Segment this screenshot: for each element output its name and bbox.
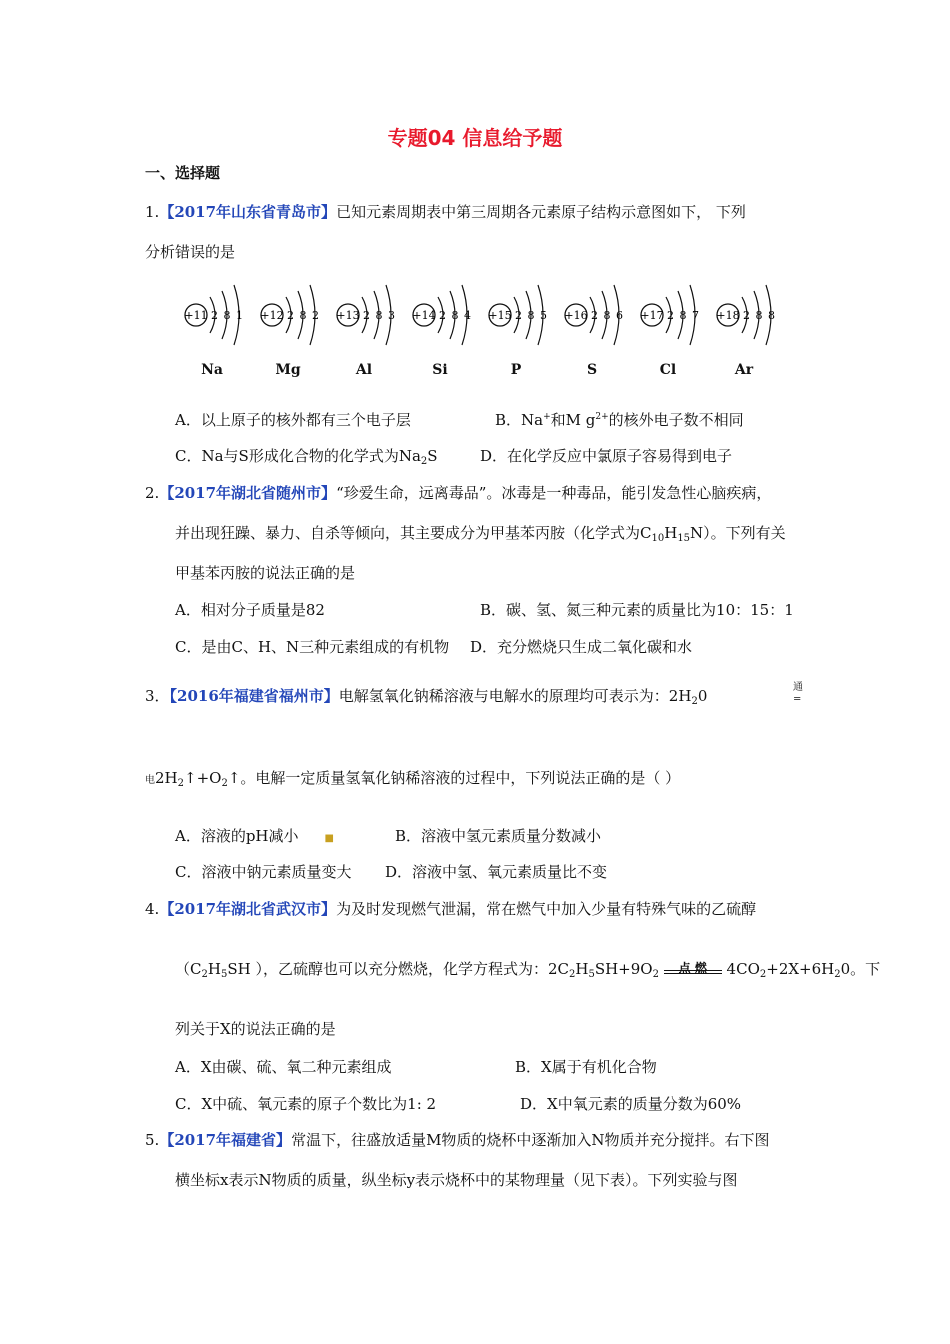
question-source: 【2016年福建省福州市】 bbox=[169, 687, 339, 705]
question-1-line-2: 分析错误的是 bbox=[145, 243, 236, 261]
atom-structure-svg bbox=[332, 282, 407, 352]
q3-option-d: D．溶液中氢、氧元素质量比不变 bbox=[385, 863, 608, 881]
element-symbol: Na bbox=[201, 362, 223, 378]
electron-counts: 2 8 5 bbox=[515, 309, 547, 322]
question-number: 2. bbox=[145, 484, 160, 502]
question-5-line-2: 横坐标x表示N物质的质量，纵坐标y表示烧杯中的某物理量（见下表）。下列实验与图 bbox=[175, 1171, 738, 1189]
page-title: 专题04 信息给予题 bbox=[387, 126, 563, 150]
q2-option-d: D．充分燃烧只生成二氧化碳和水 bbox=[470, 638, 693, 656]
question-1-line-1 bbox=[145, 201, 746, 222]
atom-structure-svg bbox=[560, 282, 635, 352]
question-source: 【2017年湖北省武汉市】 bbox=[159, 900, 337, 918]
question-number: 1. bbox=[145, 203, 160, 221]
reaction-condition: 点 燃 bbox=[664, 972, 722, 974]
q4-option-c: C．X中硫、氧元素的原子个数比为1: 2 bbox=[175, 1095, 437, 1113]
atomic-structure-diagrams bbox=[180, 282, 790, 387]
element-symbol: Al bbox=[355, 362, 373, 378]
question-text: 已知元素周期表中第三周期各元素原子结构示意图如下， 下列 bbox=[336, 203, 746, 221]
atom-diagram-al bbox=[332, 282, 407, 387]
reaction-equals-sign: = bbox=[793, 694, 802, 705]
q1-option-d: D．在化学反应中氯原子容易得到电子 bbox=[480, 447, 733, 465]
element-symbol: Cl bbox=[659, 362, 677, 378]
q4-option-d: D．X中氧元素的质量分数为60% bbox=[520, 1095, 742, 1113]
electron-counts: 2 8 4 bbox=[439, 309, 471, 322]
atom-diagram-cl bbox=[636, 282, 711, 387]
atom-diagram-si bbox=[408, 282, 483, 387]
q2-option-a: A．相对分子质量是82 bbox=[175, 601, 325, 619]
section-heading: 一、选择题 bbox=[145, 164, 221, 182]
question-4-line-3: 列关于X的说法正确的是 bbox=[175, 1020, 336, 1038]
nucleus-charge: +11 bbox=[184, 309, 208, 322]
question-source: 【2017年山东省青岛市】 bbox=[159, 203, 337, 221]
question-3-line-2: 电$2H_2↑+O_2↑$。电解一定质量氢氧化钠稀溶液的过程中，下列说法正确的是（ ） bbox=[145, 769, 681, 789]
question-2-line-1 bbox=[145, 482, 771, 503]
q4-option-b: B．X属于有机化合物 bbox=[515, 1058, 657, 1076]
q1-option-b: B．Na+和M $g^{2+}$的核外电子数不相同 bbox=[495, 411, 744, 429]
nucleus-charge: +13 bbox=[336, 309, 360, 322]
q2-option-c: C．是由C、H、N三种元素组成的有机物 bbox=[175, 638, 450, 656]
element-symbol: S bbox=[586, 362, 598, 378]
question-text: “珍爱生命，远离毒品”。冰毒是一种毒品，能引发急性心脑疾病， bbox=[336, 484, 772, 502]
electron-counts: 2 8 7 bbox=[667, 309, 699, 322]
question-text: 电解氢氧化钠稀溶液与电解水的原理均可表示为：2H bbox=[338, 687, 692, 705]
nucleus-charge: +17 bbox=[640, 309, 664, 322]
question-2-line-2: 并出现狂躁、暴力、自杀等倾向，其主要成分为甲基苯丙胺（化学式为$C_{10}H_{15}N$）。下列有关 bbox=[175, 524, 786, 544]
atom-structure-svg bbox=[408, 282, 483, 352]
q3-option-a: A．溶液的pH减小 ■ bbox=[175, 827, 334, 845]
atom-diagram-mg bbox=[256, 282, 331, 387]
q3-option-b: B．溶液中氢元素质量分数减小 bbox=[395, 827, 602, 845]
atom-diagram-na bbox=[180, 282, 255, 387]
reaction-condition-top: 通 bbox=[793, 682, 803, 693]
electron-counts: 2 8 1 bbox=[211, 309, 243, 322]
q4-option-a: A．X由碳、硫、氧二种元素组成 bbox=[175, 1058, 392, 1076]
element-symbol: Mg bbox=[275, 362, 301, 378]
question-4-line-2: （$C_2H_5SH$ ），乙硫醇也可以充分燃烧，化学方程式为：$2C_2H_5SH+9O_2$ 点 燃 $4CO_2+2X+6H_20$。下 bbox=[175, 960, 881, 980]
question-5-line-1 bbox=[145, 1129, 770, 1150]
question-4-line-1 bbox=[145, 898, 756, 919]
question-source: 【2017年福建省】 bbox=[159, 1131, 292, 1149]
q2-option-b: B．碳、氢、氮三种元素的质量比为10：15：1 bbox=[480, 601, 794, 619]
question-text: 常温下，往盛放适量M物质的烧杯中逐渐加入N物质并充分搅拌。右下图 bbox=[291, 1131, 770, 1149]
element-symbol: Si bbox=[432, 362, 448, 378]
atom-structure-svg bbox=[712, 282, 787, 352]
question-number: 4. bbox=[145, 900, 160, 918]
q3-option-c: C．溶液中钠元素质量变大 bbox=[175, 863, 352, 881]
question-2-line-3: 甲基苯丙胺的说法正确的是 bbox=[175, 564, 356, 582]
atom-diagram-ar bbox=[712, 282, 787, 387]
atom-structure-svg bbox=[636, 282, 711, 352]
atom-structure-svg bbox=[484, 282, 559, 352]
question-text: 为及时发现燃气泄漏，常在燃气中加入少量有特殊气味的乙硫醇 bbox=[336, 900, 757, 918]
electron-counts: 2 8 6 bbox=[591, 309, 623, 322]
question-source: 【2017年湖北省随州市】 bbox=[159, 484, 337, 502]
nucleus-charge: +12 bbox=[260, 309, 284, 322]
electron-counts: 2 8 3 bbox=[363, 309, 395, 322]
mark-dot: ■ bbox=[324, 833, 334, 844]
atom-structure-svg bbox=[180, 282, 255, 352]
element-symbol: Ar bbox=[734, 362, 754, 378]
question-3-line-1: 3．【2016年福建省福州市】电解氢氧化钠稀溶液与电解水的原理均可表示为：$2H_20$ bbox=[145, 687, 708, 707]
atom-structure-svg bbox=[256, 282, 331, 352]
nucleus-charge: +14 bbox=[412, 309, 436, 322]
question-number: 5. bbox=[145, 1131, 160, 1149]
electron-counts: 2 8 2 bbox=[287, 309, 319, 322]
nucleus-charge: +16 bbox=[564, 309, 588, 322]
atom-diagram-p bbox=[484, 282, 559, 387]
nucleus-charge: +18 bbox=[716, 309, 740, 322]
nucleus-charge: +15 bbox=[488, 309, 512, 322]
question-number: 3． bbox=[145, 687, 170, 705]
q1-option-c: C．Na与S形成化合物的化学式为$Na_2S$ bbox=[175, 447, 438, 467]
atom-diagram-s bbox=[560, 282, 635, 387]
element-symbol: P bbox=[510, 362, 522, 378]
q1-option-a: A．以上原子的核外都有三个电子层 bbox=[175, 411, 411, 429]
electron-counts: 2 8 8 bbox=[743, 309, 775, 322]
